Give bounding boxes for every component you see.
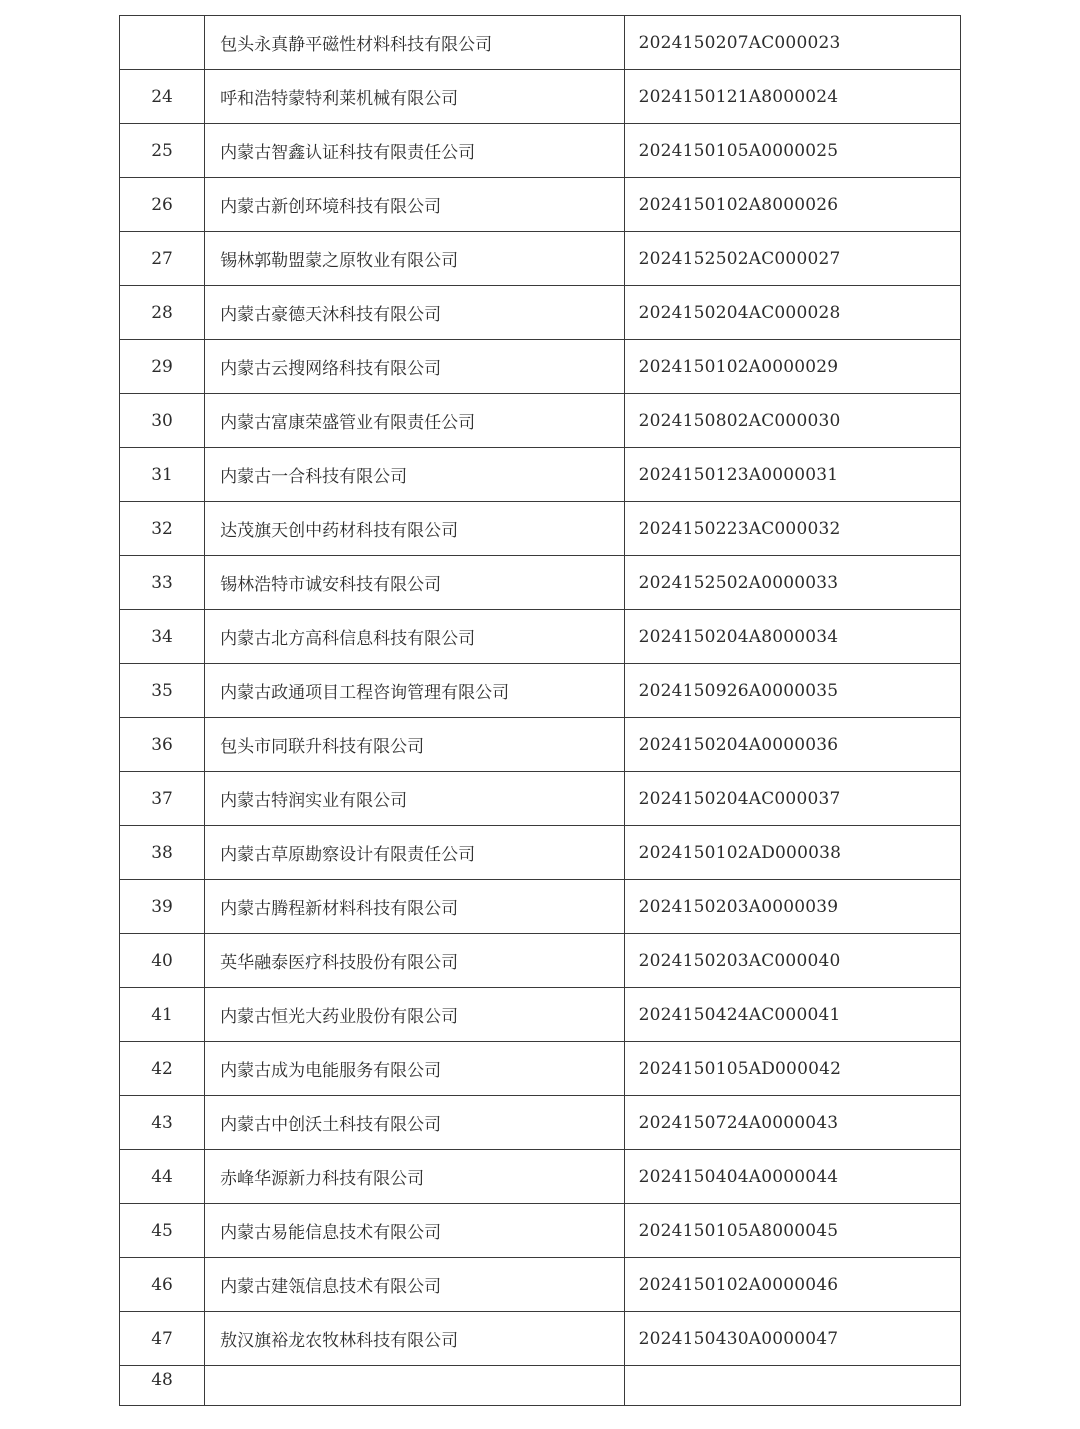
table-row xyxy=(120,1312,961,1366)
table-row xyxy=(120,124,961,178)
registration-code-cell: 2024150102A0000046 xyxy=(624,1258,960,1312)
table-row xyxy=(120,1366,961,1406)
row-number-cell: 39 xyxy=(120,880,205,934)
registration-code-cell: 2024150203A0000039 xyxy=(624,880,960,934)
company-name-cell: 内蒙古草原勘察设计有限责任公司 xyxy=(205,826,624,880)
company-name-cell: 内蒙古易能信息技术有限公司 xyxy=(205,1204,624,1258)
row-number-cell: 27 xyxy=(120,232,205,286)
row-number-cell xyxy=(120,16,205,70)
table-row xyxy=(120,880,961,934)
company-name-cell: 内蒙古成为电能服务有限公司 xyxy=(205,1042,624,1096)
registration-code-cell: 2024150204AC000028 xyxy=(624,286,960,340)
row-number-cell: 26 xyxy=(120,178,205,232)
company-name-cell: 内蒙古智鑫认证科技有限责任公司 xyxy=(205,124,624,178)
company-name-cell: 内蒙古恒光大药业股份有限公司 xyxy=(205,988,624,1042)
row-number-cell: 33 xyxy=(120,556,205,610)
company-name-cell xyxy=(205,1366,624,1406)
registration-code-cell: 2024150223AC000032 xyxy=(624,502,960,556)
company-name-cell: 呼和浩特蒙特利莱机械有限公司 xyxy=(205,70,624,124)
company-name-cell: 内蒙古云搜网络科技有限公司 xyxy=(205,340,624,394)
company-name-cell: 内蒙古豪德天沐科技有限公司 xyxy=(205,286,624,340)
registration-code-cell: 2024150207AC000023 xyxy=(624,16,960,70)
registration-code-cell: 2024150102AD000038 xyxy=(624,826,960,880)
company-name-cell: 内蒙古新创环境科技有限公司 xyxy=(205,178,624,232)
company-name-cell: 英华融泰医疗科技股份有限公司 xyxy=(205,934,624,988)
row-number-cell: 36 xyxy=(120,718,205,772)
table-row xyxy=(120,826,961,880)
company-name-cell: 包头市同联升科技有限公司 xyxy=(205,718,624,772)
row-number-cell: 31 xyxy=(120,448,205,502)
company-name-cell: 内蒙古特润实业有限公司 xyxy=(205,772,624,826)
row-number-cell: 32 xyxy=(120,502,205,556)
table-row xyxy=(120,1204,961,1258)
company-name-cell: 内蒙古建瓴信息技术有限公司 xyxy=(205,1258,624,1312)
row-number-cell: 45 xyxy=(120,1204,205,1258)
row-number-cell: 37 xyxy=(120,772,205,826)
row-number-cell: 46 xyxy=(120,1258,205,1312)
table-row xyxy=(120,610,961,664)
registration-code-cell: 2024150724A0000043 xyxy=(624,1096,960,1150)
table-body xyxy=(120,16,961,1406)
registration-code-cell: 2024150424AC000041 xyxy=(624,988,960,1042)
row-number-cell: 42 xyxy=(120,1042,205,1096)
table-row xyxy=(120,178,961,232)
registration-code-cell: 2024150802AC000030 xyxy=(624,394,960,448)
table-row xyxy=(120,1150,961,1204)
registration-code-cell: 2024152502AC000027 xyxy=(624,232,960,286)
company-name-cell: 内蒙古一合科技有限公司 xyxy=(205,448,624,502)
company-name-cell: 包头永真静平磁性材料科技有限公司 xyxy=(205,16,624,70)
table-row xyxy=(120,556,961,610)
table-row xyxy=(120,1042,961,1096)
company-registry-table xyxy=(119,15,961,1406)
table-row xyxy=(120,70,961,124)
company-name-cell: 锡林郭勒盟蒙之原牧业有限公司 xyxy=(205,232,624,286)
row-number-cell: 41 xyxy=(120,988,205,1042)
table-row xyxy=(120,664,961,718)
registration-code-cell: 2024150926A0000035 xyxy=(624,664,960,718)
row-number-cell: 35 xyxy=(120,664,205,718)
table-row xyxy=(120,1258,961,1312)
company-name-cell: 达茂旗天创中药材科技有限公司 xyxy=(205,502,624,556)
company-name-cell: 内蒙古政通项目工程咨询管理有限公司 xyxy=(205,664,624,718)
table-row xyxy=(120,16,961,70)
company-name-cell: 锡林浩特市诚安科技有限公司 xyxy=(205,556,624,610)
registration-code-cell: 2024150204AC000037 xyxy=(624,772,960,826)
registration-code-cell: 2024150430A0000047 xyxy=(624,1312,960,1366)
company-name-cell: 赤峰华源新力科技有限公司 xyxy=(205,1150,624,1204)
registration-code-cell xyxy=(624,1366,960,1406)
registration-code-cell: 2024150102A0000029 xyxy=(624,340,960,394)
row-number-cell: 40 xyxy=(120,934,205,988)
registration-code-cell: 2024150123A0000031 xyxy=(624,448,960,502)
table-row xyxy=(120,232,961,286)
row-number-cell: 47 xyxy=(120,1312,205,1366)
row-number-cell: 48 xyxy=(120,1366,205,1406)
table-row xyxy=(120,772,961,826)
registration-code-cell: 2024150105A0000025 xyxy=(624,124,960,178)
registration-code-cell: 2024152502A0000033 xyxy=(624,556,960,610)
row-number-cell: 34 xyxy=(120,610,205,664)
table-row xyxy=(120,340,961,394)
registration-code-cell: 2024150204A0000036 xyxy=(624,718,960,772)
table-row xyxy=(120,1096,961,1150)
row-number-cell: 24 xyxy=(120,70,205,124)
row-number-cell: 30 xyxy=(120,394,205,448)
table-row xyxy=(120,286,961,340)
company-name-cell: 内蒙古中创沃土科技有限公司 xyxy=(205,1096,624,1150)
registration-code-cell: 2024150105A8000045 xyxy=(624,1204,960,1258)
company-name-cell: 内蒙古腾程新材料科技有限公司 xyxy=(205,880,624,934)
registration-code-cell: 2024150102A8000026 xyxy=(624,178,960,232)
registration-code-cell: 2024150203AC000040 xyxy=(624,934,960,988)
row-number-cell: 44 xyxy=(120,1150,205,1204)
registration-code-cell: 2024150105AD000042 xyxy=(624,1042,960,1096)
row-number-cell: 43 xyxy=(120,1096,205,1150)
table-row xyxy=(120,448,961,502)
table-row xyxy=(120,988,961,1042)
registration-code-cell: 2024150204A8000034 xyxy=(624,610,960,664)
company-name-cell: 内蒙古北方高科信息科技有限公司 xyxy=(205,610,624,664)
row-number-cell: 28 xyxy=(120,286,205,340)
row-number-cell: 25 xyxy=(120,124,205,178)
table-row xyxy=(120,718,961,772)
registration-code-cell: 2024150404A0000044 xyxy=(624,1150,960,1204)
table-row xyxy=(120,934,961,988)
row-number-cell: 29 xyxy=(120,340,205,394)
table-row xyxy=(120,502,961,556)
company-name-cell: 敖汉旗裕龙农牧林科技有限公司 xyxy=(205,1312,624,1366)
row-number-cell: 38 xyxy=(120,826,205,880)
table-row xyxy=(120,394,961,448)
company-name-cell: 内蒙古富康荣盛管业有限责任公司 xyxy=(205,394,624,448)
registration-code-cell: 2024150121A8000024 xyxy=(624,70,960,124)
